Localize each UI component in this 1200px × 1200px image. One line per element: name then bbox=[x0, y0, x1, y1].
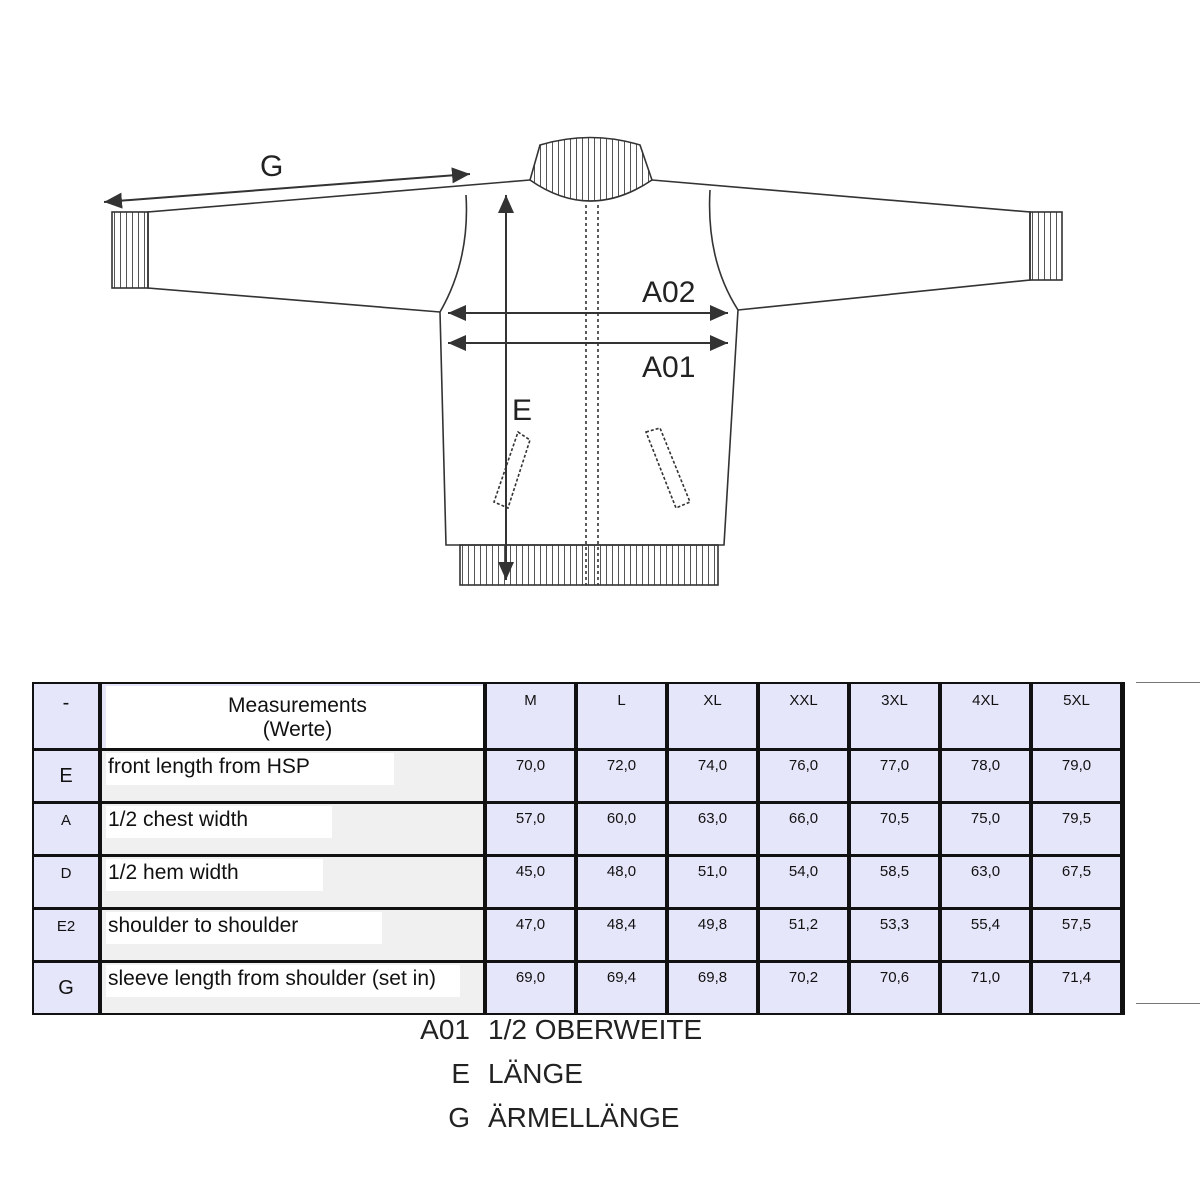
label-e: E bbox=[512, 394, 533, 427]
row-value: 74,0 bbox=[669, 751, 760, 804]
right-pocket bbox=[646, 428, 690, 508]
row-value: 69,8 bbox=[669, 963, 760, 1013]
row-label: 1/2 chest width bbox=[102, 804, 487, 857]
legend-text: LÄNGE bbox=[488, 1058, 583, 1089]
row-value: 69,4 bbox=[578, 963, 669, 1013]
row-value: 51,0 bbox=[669, 857, 760, 910]
row-value: 70,6 bbox=[851, 963, 942, 1013]
row-value: 69,0 bbox=[487, 963, 578, 1013]
row-value: 57,0 bbox=[487, 804, 578, 857]
row-code: A bbox=[34, 804, 102, 857]
row-label: 1/2 hem width bbox=[102, 857, 487, 910]
row-value: 71,4 bbox=[1033, 963, 1123, 1013]
row-value: 79,5 bbox=[1033, 804, 1123, 857]
collar bbox=[530, 138, 652, 202]
size-header-xxl: XXL bbox=[760, 684, 851, 751]
row-value: 53,3 bbox=[851, 910, 942, 963]
legend bbox=[414, 1008, 702, 1140]
label-a02: A02 bbox=[642, 276, 696, 309]
size-header-xl: XL bbox=[669, 684, 760, 751]
row-value: 58,5 bbox=[851, 857, 942, 910]
legend-code: A01 bbox=[420, 1014, 470, 1045]
table-row bbox=[34, 857, 1123, 910]
legend-item bbox=[414, 1052, 702, 1096]
row-value: 79,0 bbox=[1033, 751, 1123, 804]
row-value: 77,0 bbox=[851, 751, 942, 804]
size-header-l: L bbox=[578, 684, 669, 751]
row-value: 70,0 bbox=[487, 751, 578, 804]
legend-code: E bbox=[451, 1058, 470, 1089]
row-value: 67,5 bbox=[1033, 857, 1123, 910]
row-value: 48,0 bbox=[578, 857, 669, 910]
right-cuff bbox=[1030, 212, 1062, 280]
row-label: shoulder to shoulder bbox=[102, 910, 487, 963]
row-value: 57,5 bbox=[1033, 910, 1123, 963]
row-value: 48,4 bbox=[578, 910, 669, 963]
corner-cell: - bbox=[34, 684, 102, 751]
legend-item bbox=[414, 1096, 702, 1140]
row-value: 75,0 bbox=[942, 804, 1033, 857]
right-sleeve bbox=[652, 180, 1030, 310]
measurements-header: Measurements (Werte) bbox=[102, 684, 487, 751]
label-g: G bbox=[260, 150, 284, 183]
sleeve-length-arrow bbox=[104, 174, 470, 202]
row-code: E bbox=[34, 751, 102, 804]
left-pocket bbox=[494, 432, 530, 508]
row-code: G bbox=[34, 963, 102, 1013]
legend-text: ÄRMELLÄNGE bbox=[488, 1102, 680, 1133]
legend-item bbox=[414, 1008, 702, 1052]
row-value: 45,0 bbox=[487, 857, 578, 910]
row-value: 54,0 bbox=[760, 857, 851, 910]
table-row bbox=[34, 804, 1123, 857]
row-value: 71,0 bbox=[942, 963, 1033, 1013]
row-label: sleeve length from shoulder (set in) bbox=[102, 963, 487, 1013]
table-header-row bbox=[34, 684, 1123, 751]
table-row bbox=[34, 751, 1123, 804]
label-a01: A01 bbox=[642, 351, 696, 384]
row-value: 47,0 bbox=[487, 910, 578, 963]
table-row bbox=[34, 910, 1123, 963]
row-value: 49,8 bbox=[669, 910, 760, 963]
left-sleeve bbox=[148, 180, 530, 312]
row-value: 51,2 bbox=[760, 910, 851, 963]
row-value: 70,2 bbox=[760, 963, 851, 1013]
row-code: E2 bbox=[34, 910, 102, 963]
size-header-4xl: 4XL bbox=[942, 684, 1033, 751]
row-label: front length from HSP bbox=[102, 751, 487, 804]
divider-line bbox=[1136, 1003, 1200, 1004]
row-value: 55,4 bbox=[942, 910, 1033, 963]
row-value: 60,0 bbox=[578, 804, 669, 857]
row-value: 72,0 bbox=[578, 751, 669, 804]
row-value: 78,0 bbox=[942, 751, 1033, 804]
divider-line bbox=[1136, 682, 1200, 683]
left-cuff bbox=[112, 212, 148, 288]
row-value: 76,0 bbox=[760, 751, 851, 804]
row-value: 63,0 bbox=[942, 857, 1033, 910]
size-table bbox=[32, 682, 1125, 1015]
size-header-3xl: 3XL bbox=[851, 684, 942, 751]
row-value: 63,0 bbox=[669, 804, 760, 857]
size-header-5xl: 5XL bbox=[1033, 684, 1123, 751]
row-value: 70,5 bbox=[851, 804, 942, 857]
row-code: D bbox=[34, 857, 102, 910]
size-header-m: M bbox=[487, 684, 578, 751]
row-value: 66,0 bbox=[760, 804, 851, 857]
hem-band bbox=[460, 545, 718, 585]
table-row bbox=[34, 963, 1123, 1013]
legend-code: G bbox=[448, 1102, 470, 1133]
legend-text: 1/2 OBERWEITE bbox=[488, 1014, 703, 1045]
